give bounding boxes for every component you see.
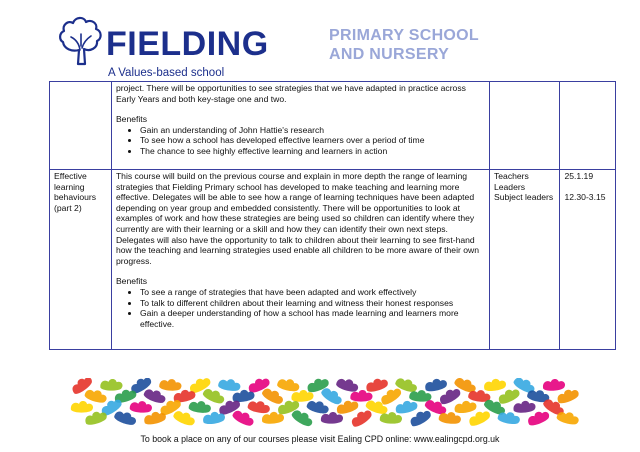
audience-cell xyxy=(489,82,559,170)
course-description: This course will build on the previous course and explain in more depth the range of learning strategies that Fielding Primary school has developed to make teaching and learning more effective. Delegates will be able to see how a range of learning techniques have been adapted depending on year group and embedded consistently. There will be opportunities to look at examples of work and how these strategies are being used so children can identify where they currently are with their learning or a skill and how they can identify their own next steps. Delegates will also have the opportunity to talk to children about their learning to see first-hand how the teaching and learning strategies used enable all children to be more aware of their own progress. xyxy=(115,171,480,266)
handprint-shape xyxy=(365,378,389,393)
list-item: • To see how a school has developed effective learners over a period of time xyxy=(140,135,485,146)
course-description-cell xyxy=(111,82,489,170)
list-item: • The chance to see highly effective learning and learners in action xyxy=(140,146,485,157)
course-table xyxy=(49,81,616,350)
benefits-list xyxy=(116,125,485,157)
course-title-cell: Effective learning behaviours (part 2) xyxy=(50,170,112,350)
course-description-cell xyxy=(111,170,489,350)
table-row xyxy=(50,82,616,170)
date-cell xyxy=(560,82,616,170)
school-subtitle xyxy=(329,26,549,64)
handprint-shape xyxy=(350,390,372,402)
course-title-cell xyxy=(50,82,112,170)
list-item: • To see a range of strategies that have been adapted and work effectively xyxy=(140,287,485,298)
handprint-shape xyxy=(159,378,182,392)
handprint-shape xyxy=(247,399,271,415)
table-row xyxy=(50,170,616,350)
booking-info: To book a place on any of our courses please visit Ealing CPD online: www.ealingcpd.org.uk xyxy=(140,434,500,444)
audience-item: Subject leaders xyxy=(493,192,554,203)
audience-item: Leaders xyxy=(493,181,526,192)
date-cell xyxy=(560,170,616,350)
handprint-shape xyxy=(100,379,123,391)
school-header xyxy=(58,14,618,80)
list-item: • Gain an understanding of John Hattie's research xyxy=(140,125,485,136)
handprint-shape xyxy=(483,378,506,392)
handprint-decoration xyxy=(70,378,582,428)
handprint-shape xyxy=(394,399,418,415)
school-tagline: A Values-based school xyxy=(108,67,225,79)
handprint-shape xyxy=(543,378,566,391)
course-date: 25.1.19 xyxy=(564,171,594,181)
handprint-shape xyxy=(218,378,242,392)
tree-logo-icon xyxy=(58,16,104,66)
handprint-shape xyxy=(424,378,448,393)
handprint-shape xyxy=(276,378,300,393)
benefits-heading: Benefits xyxy=(115,114,147,125)
handprint-shape xyxy=(454,400,478,415)
school-name: FIELDING xyxy=(106,25,269,63)
handprint-shape xyxy=(129,400,152,414)
audience-cell xyxy=(489,170,559,350)
list-item: • Gain a deeper understanding of how a school has made learning and learners more effective. xyxy=(140,308,485,329)
handprint-shape xyxy=(306,398,331,416)
benefits-list xyxy=(116,287,485,329)
handprint-shape xyxy=(71,401,93,413)
handprint-shape xyxy=(321,412,343,424)
handprint-shape xyxy=(335,378,360,394)
handprint-shape xyxy=(513,400,536,413)
school-subtitle-line2: AND NURSERY xyxy=(329,46,450,63)
list-item: • To talk to different children about their learning and witness their honest responses xyxy=(140,298,485,309)
audience-item: Teachers xyxy=(493,171,529,181)
course-time: 12.30-3.15 xyxy=(564,191,606,202)
course-description: project. There will be opportunities to see strategies that we have adapted in practice across Early Years and both key-stage one and two. xyxy=(115,83,466,104)
school-subtitle-line1: PRIMARY SCHOOL xyxy=(329,27,479,44)
handprint-shape xyxy=(188,399,212,414)
benefits-heading: Benefits xyxy=(115,276,147,287)
